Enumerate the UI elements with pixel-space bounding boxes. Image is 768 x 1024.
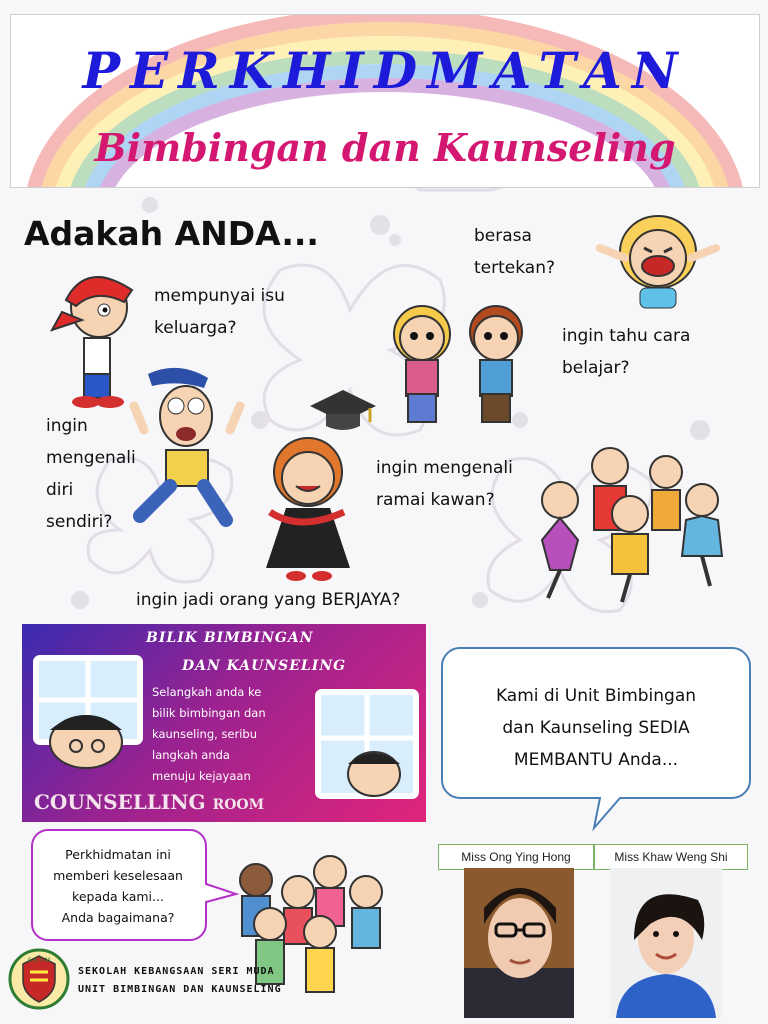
stressed-girl-cartoon (590, 200, 730, 310)
staff-photo-1 (464, 868, 574, 1018)
page-subtitle: Bimbingan dan Kaunseling (94, 125, 676, 170)
window-boy-illustration (30, 654, 148, 784)
banner-description: Selangkah anda ke bilik bimbingan dan kaunseling, seribu langkah anda menuju kejayaan (152, 685, 266, 783)
questions-heading: Adakah ANDA... (24, 214, 319, 253)
question-self: ingin mengenali diri sendiri? (46, 416, 136, 532)
banner-title-line1: BILIK BIMBINGAN (146, 630, 314, 646)
two-kids-thumbs-up-cartoon (372, 298, 542, 430)
help-message: Kami di Unit Bimbingan dan Kaunseling SEDIA MEMBANTU Anda... (495, 686, 697, 770)
counselling-word: COUNSELLING (34, 790, 206, 814)
banner-title-line2: DAN KAUNSELING (182, 658, 347, 674)
question-study: ingin tahu cara belajar? (562, 326, 691, 378)
graduate-girl-cartoon (250, 432, 366, 584)
surprised-man-cartoon (126, 360, 252, 532)
feedback-message: Perkhidmatan ini memberi keselesaan kepada kami... Anda bagaimana? (53, 847, 183, 925)
school-unit-name: UNIT BIMBINGAN DAN KAUNSELING (78, 984, 282, 995)
window-girl-illustration (312, 688, 422, 808)
counselling-room-label (34, 790, 264, 814)
header-panel (10, 14, 760, 188)
page-title: PERKHIDMATAN (82, 41, 688, 100)
question-success: ingin jadi orang yang BERJAYA? (136, 590, 401, 610)
question-depressed: berasa tertekan? (474, 226, 555, 278)
school-logo-text: S.K.S.M (27, 957, 51, 964)
graduation-cap-icon (308, 384, 378, 434)
school-logo-icon (8, 946, 70, 1012)
counselling-room-banner (22, 624, 426, 822)
school-name: SEKOLAH KEBANGSAAN SERI MUDA (78, 966, 275, 977)
kids-playing-cartoon (520, 440, 730, 610)
staff-photo-2 (610, 868, 722, 1018)
question-friends: ingin mengenali ramai kawan? (376, 458, 513, 510)
staff-name-1: Miss Ong Ying Hong (438, 844, 594, 870)
staff-name-2: Miss Khaw Weng Shi (594, 844, 748, 870)
room-word: ROOM (212, 797, 265, 813)
question-family: mempunyai isu keluarga? (154, 286, 285, 338)
